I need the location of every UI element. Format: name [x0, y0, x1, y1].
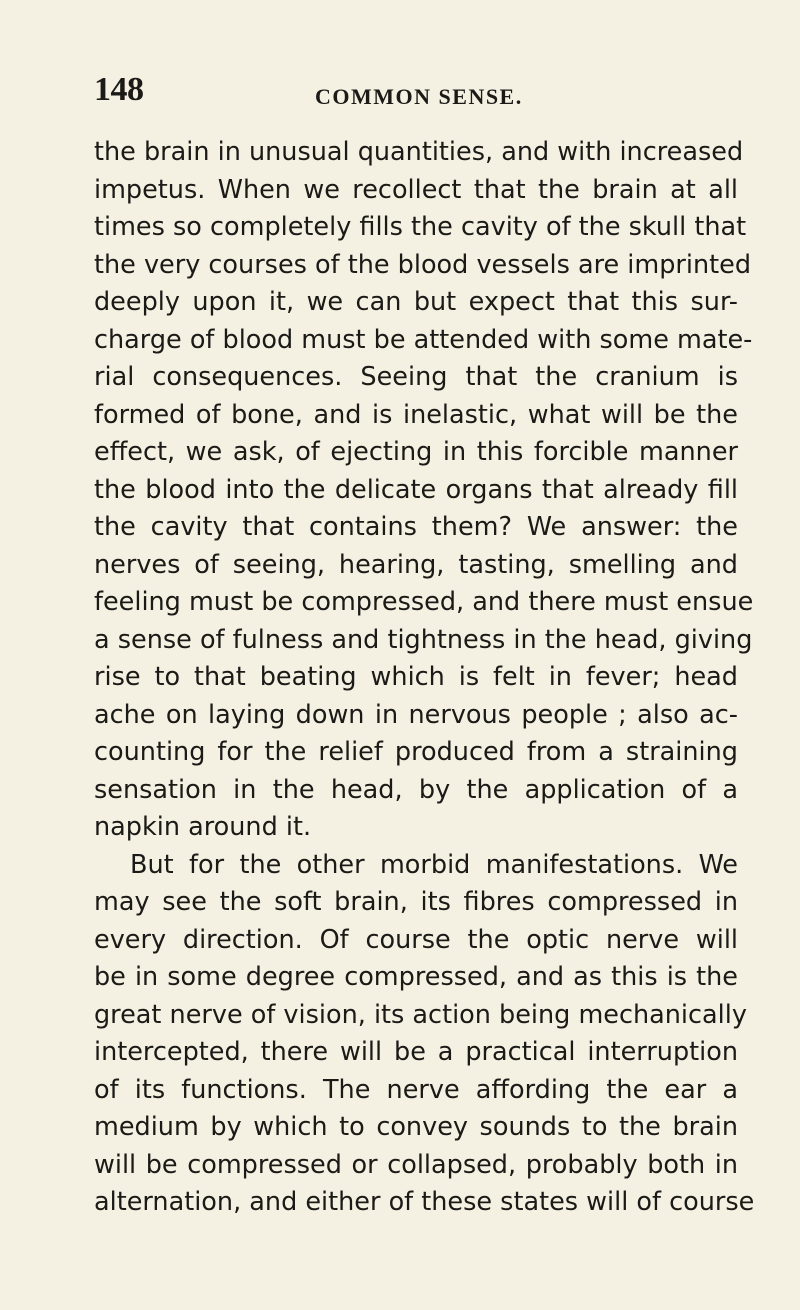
text-line: nerves of seeing, hearing, tasting, smelling and: [94, 549, 738, 580]
text-line: the blood into the delicate organs that already fill: [94, 474, 738, 505]
text-line: counting for the relief produced from a straining: [94, 737, 738, 767]
text-line: the very courses of the blood vessels are imprinted: [94, 249, 752, 280]
text-line: the brain in unusual quantities, and with increased: [94, 137, 744, 167]
text-line: be in some degree compressed, and as this is the: [94, 962, 738, 992]
text-line: medium by which to convey sounds to the brain: [94, 1112, 738, 1142]
body-text: [94, 134, 755, 1222]
text-line: times so completely fills the cavity of the skull that: [94, 212, 747, 242]
text-line: formed of bone, and is inelastic, what will be the: [94, 399, 738, 430]
text-line: rial consequences. Seeing that the cranium is: [94, 362, 738, 392]
page-number: 148: [94, 71, 144, 108]
text-line: sensation in the head, by the application of a: [94, 774, 738, 805]
text-line: charge of blood must be attended with some mate-: [94, 324, 753, 355]
text-line: intercepted, there will be a practical interruption: [94, 1037, 738, 1067]
text-line: will be compressed or collapsed, probably both in: [94, 1149, 738, 1180]
text-line: effect, we ask, of ejecting in this forcible manner: [94, 437, 738, 467]
text-line: great nerve of vision, its action being mechanically: [94, 999, 747, 1030]
text-line: rise to that beating which is felt in fever; head: [94, 662, 738, 692]
text-line-paragraph-end: napkin around it.: [94, 812, 312, 842]
text-line-paragraph-start: But for the other morbid manifestations. We: [130, 849, 738, 880]
text-line: feeling must be compressed, and there must ensue: [94, 587, 754, 617]
text-line: every direction. Of course the optic nerve will: [94, 924, 738, 955]
text-line: alternation, and either of these states will of course: [94, 1187, 755, 1217]
text-line: ache on laying down in nervous people ; also ac-: [94, 699, 738, 730]
text-line: may see the soft brain, its fibres compressed in: [94, 887, 738, 917]
text-line: the cavity that contains them? We answer: the: [94, 512, 738, 542]
text-line: deeply upon it, we can but expect that this sur-: [94, 287, 738, 317]
text-line: of its functions. The nerve affording the ear a: [94, 1074, 738, 1105]
text-line: a sense of fulness and tightness in the head, giving: [94, 624, 753, 655]
running-title: COMMON SENSE.: [315, 84, 523, 109]
text-line: impetus. When we recollect that the brain at all: [94, 174, 738, 205]
